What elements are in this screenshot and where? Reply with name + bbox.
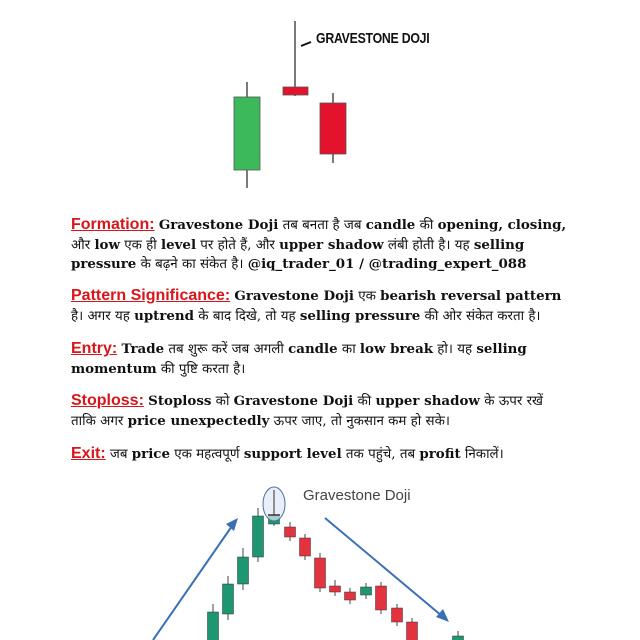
bold-text: Gravestone Doji bbox=[233, 393, 354, 409]
body-text: का bbox=[337, 342, 360, 357]
candle-body bbox=[285, 527, 296, 537]
body-text: ऊपर जाए, तो नुकसान कम हो सके। bbox=[269, 413, 450, 429]
body-text: के बढ़ने का संकेत है। bbox=[136, 257, 248, 272]
bold-text: Stoploss bbox=[148, 393, 212, 409]
bold-text: low break bbox=[359, 341, 434, 357]
bold-text: candle bbox=[365, 217, 416, 233]
candle-body bbox=[238, 557, 249, 584]
bold-text: level bbox=[161, 236, 197, 253]
uptrend-arrowhead bbox=[226, 518, 238, 531]
bold-text: Trade bbox=[121, 341, 165, 357]
section-heading: Entry: bbox=[71, 340, 118, 357]
chart-gravestone-doji-label: Gravestone Doji bbox=[303, 487, 411, 504]
body-text: एक bbox=[353, 289, 381, 304]
bold-text: Gravestone Doji bbox=[158, 217, 279, 233]
section-heading: Formation: bbox=[71, 216, 155, 233]
bold-text: profit bbox=[419, 446, 461, 462]
body-text: एक ही bbox=[119, 237, 162, 253]
bold-text: support level bbox=[243, 446, 342, 462]
bold-text: Gravestone Doji bbox=[234, 288, 354, 304]
body-text: तब शुरू करें जब अगली bbox=[164, 342, 289, 357]
candle-body bbox=[376, 586, 387, 610]
body-text: पर होते हैं, और bbox=[196, 237, 280, 253]
candle-body bbox=[223, 584, 234, 614]
body-text: तक पहुंचे, तब bbox=[341, 447, 420, 462]
bold-text: upper shadow bbox=[279, 236, 384, 253]
body-text: और bbox=[71, 237, 95, 253]
body-text: की ओर संकेत करता है। bbox=[420, 308, 541, 324]
candle-body bbox=[208, 612, 219, 640]
candle-body bbox=[453, 636, 464, 640]
bold-text: candle bbox=[288, 341, 338, 357]
candle-body bbox=[361, 587, 372, 595]
candle-body bbox=[392, 608, 403, 622]
candle-body bbox=[330, 586, 341, 592]
body-text: के बाद दिखे, तो यह bbox=[194, 308, 300, 324]
body-text: है। अगर यह bbox=[71, 308, 135, 324]
bold-text: price unexpectedly bbox=[127, 412, 270, 429]
body-text: तब बनता है जब bbox=[278, 218, 366, 233]
bold-text: selling momentum bbox=[71, 341, 527, 377]
body-text: हो। यह bbox=[433, 342, 477, 357]
candle-body bbox=[345, 592, 356, 600]
body-text: को bbox=[211, 394, 234, 409]
downtrend-arrowhead bbox=[436, 609, 449, 622]
bold-text: @iq_trader_01 / @trading_expert_088 bbox=[247, 256, 527, 272]
body-text: की पुष्टि करता है। bbox=[156, 361, 246, 377]
bold-text: price bbox=[131, 446, 170, 462]
bold-text: selling pressure bbox=[71, 236, 525, 272]
bold-text: low bbox=[94, 236, 120, 253]
gravestone-doji-label: GRAVESTONE DOJI bbox=[316, 30, 430, 47]
bold-text: uptrend bbox=[134, 307, 195, 324]
candle-body bbox=[315, 558, 326, 588]
body-text: की bbox=[353, 394, 376, 409]
section-heading: Pattern Significance: bbox=[71, 287, 231, 304]
section-heading: Exit: bbox=[71, 445, 106, 462]
uptrend-arrow bbox=[153, 526, 232, 640]
body-text: के ऊपर रखें ताकि अगर bbox=[71, 394, 544, 429]
bold-text: bearish reversal pattern bbox=[380, 288, 562, 304]
bold-text: opening, closing, bbox=[437, 217, 567, 233]
candle-body bbox=[407, 622, 418, 640]
candle-body bbox=[300, 538, 311, 556]
section-heading: Stoploss: bbox=[71, 392, 144, 409]
candle-body bbox=[253, 516, 264, 557]
body-text: निकालें। bbox=[460, 447, 504, 462]
bold-text: selling pressure bbox=[299, 307, 421, 324]
bold-text: upper shadow bbox=[375, 393, 480, 409]
body-text: एक महत्वपूर्ण bbox=[169, 447, 244, 462]
body-text: जब bbox=[105, 447, 132, 462]
body-text: लंबी होती है। यह bbox=[383, 237, 474, 253]
body-text: की bbox=[415, 218, 438, 233]
